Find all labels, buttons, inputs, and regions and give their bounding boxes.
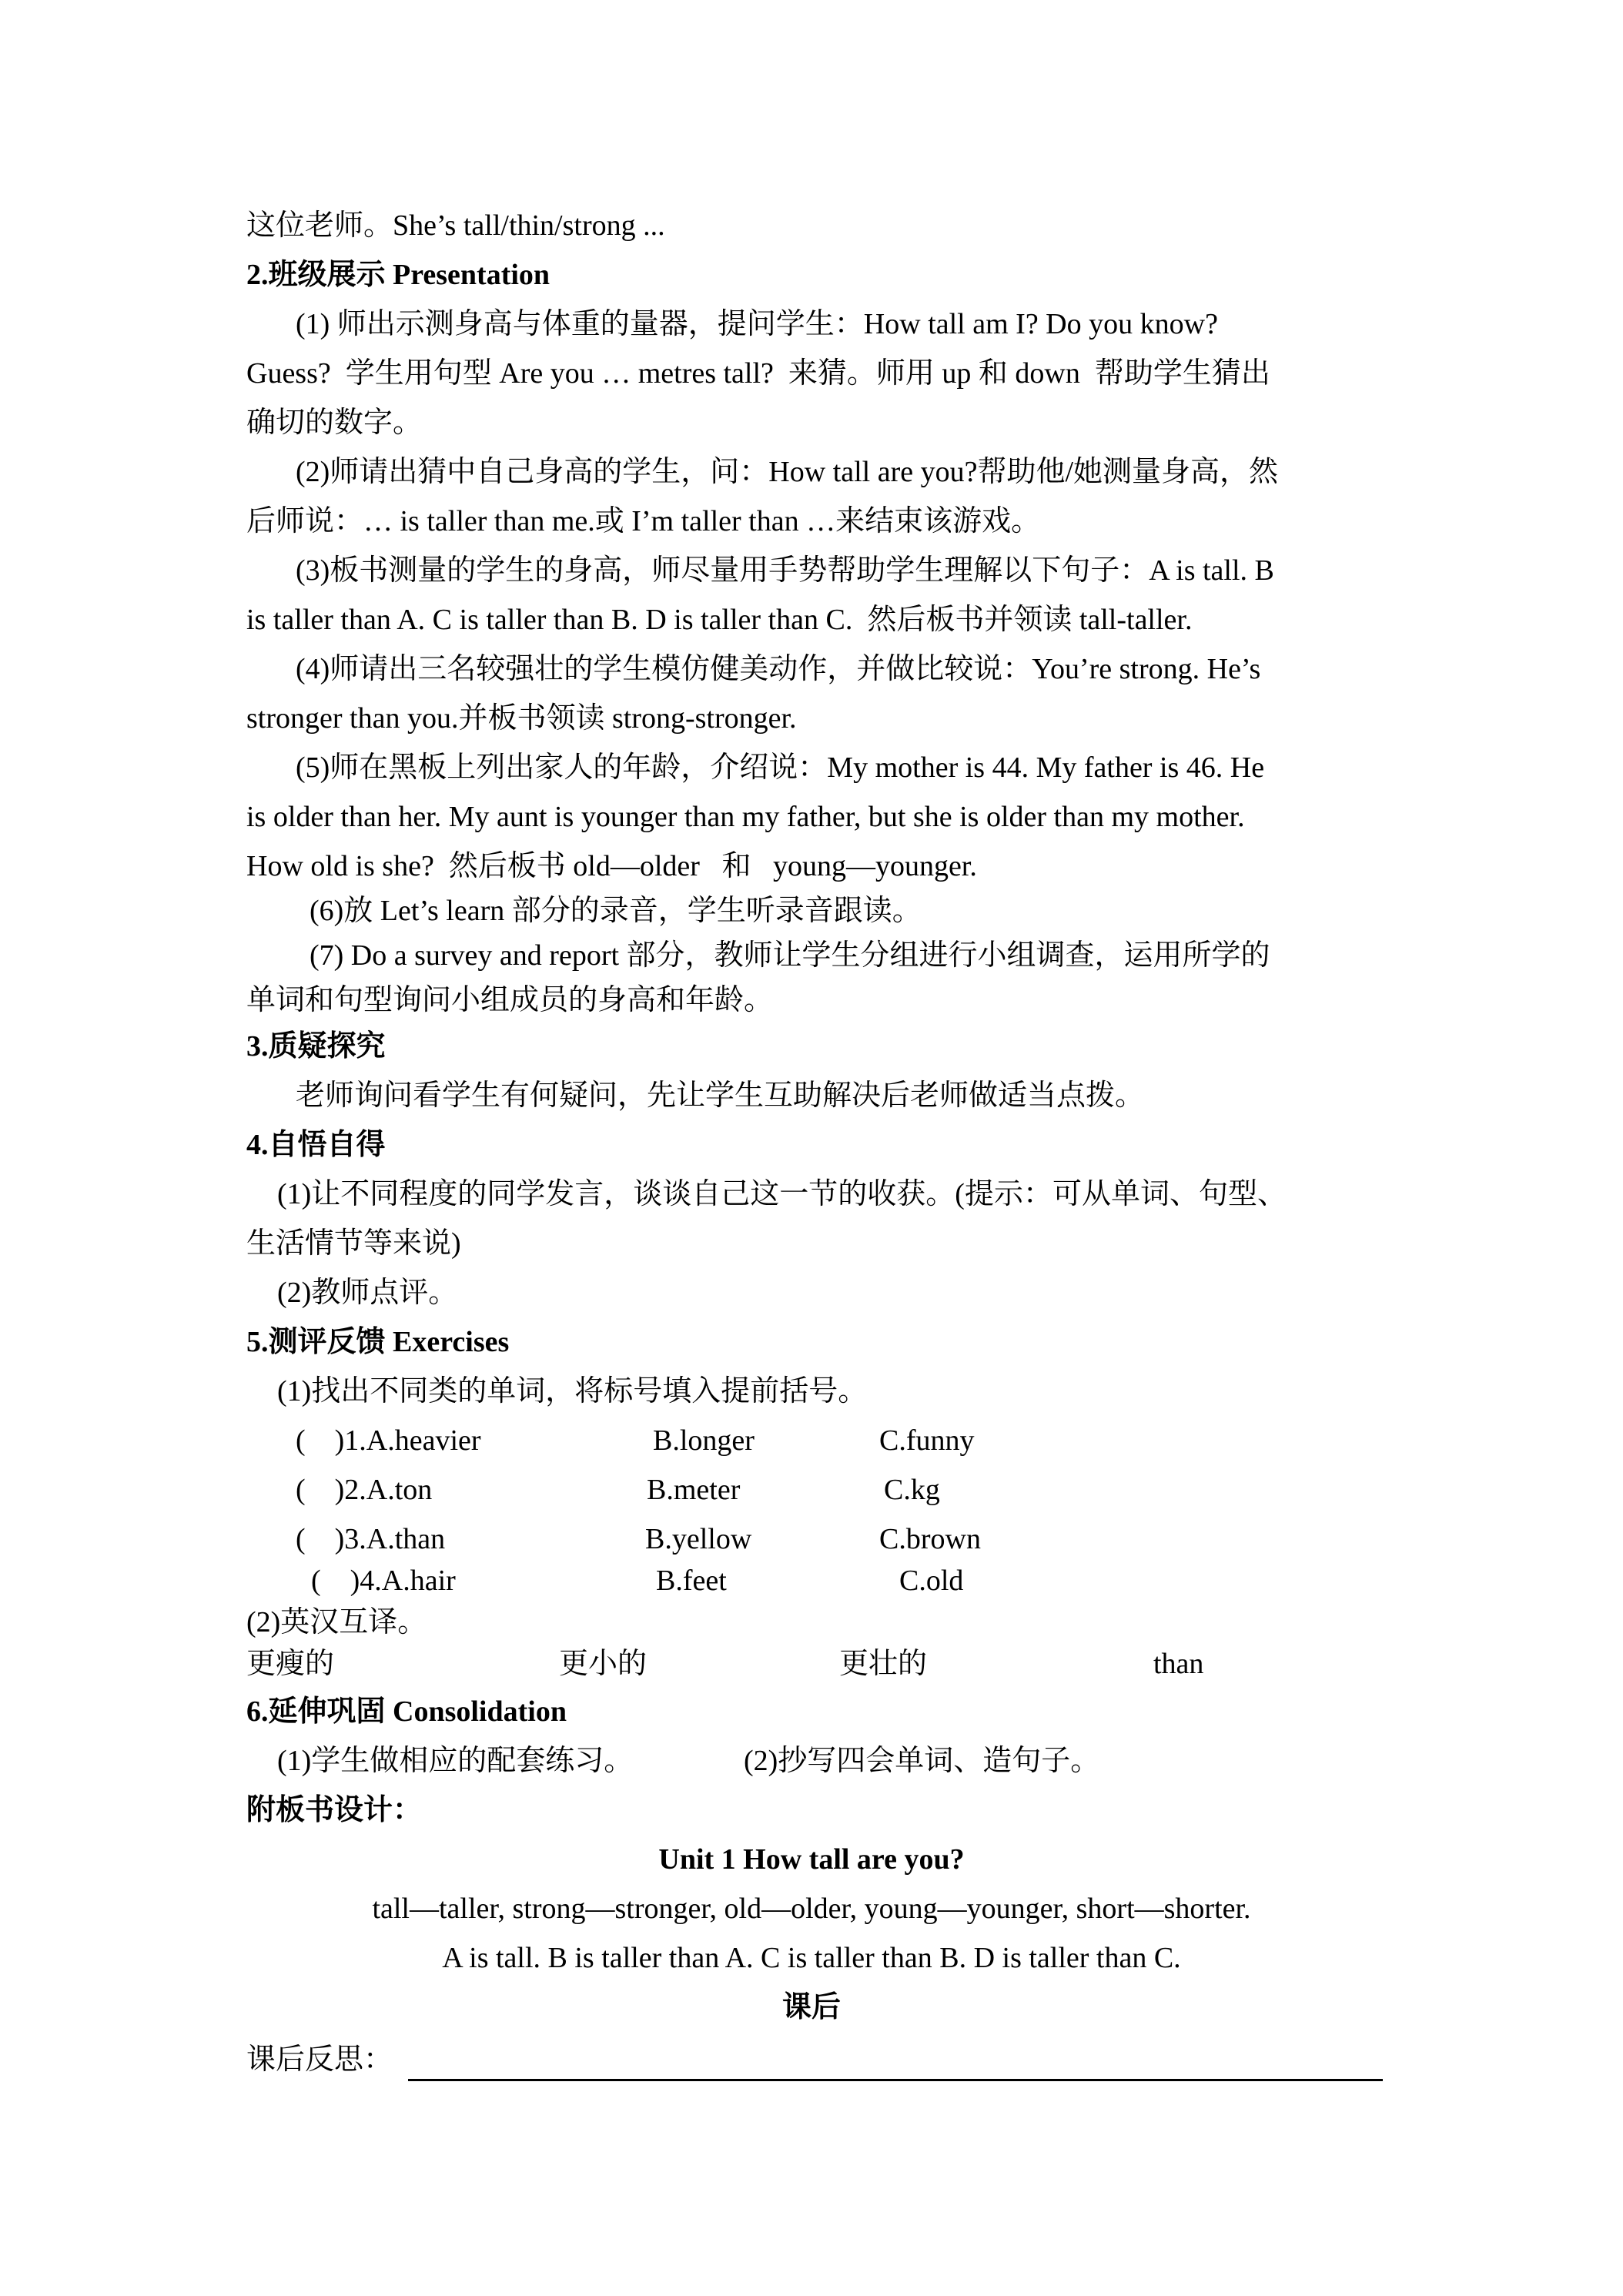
presentation-step-3-cont: is taller than A. C is taller than B. D is taller than C. 然后板书并领读 tall-taller. <box>246 604 1193 636</box>
reflection-underline <box>408 2079 1383 2081</box>
reflection-label: 课后反思： <box>246 2043 393 2076</box>
exercise-row-number: ( )1.A.heavier <box>296 1424 481 1457</box>
presentation-step-5: (5)师在黑板上列出家人的年龄，介绍说：My mother is 44. My father is 46. He <box>296 751 1265 784</box>
presentation-step-2: (2)师请出猜中自己身高的学生，问：How tall are you?帮助他/她测量身高，然 <box>296 456 1279 488</box>
exercise-option-c: C.old <box>899 1565 964 1597</box>
section-4-item-2: (2)教师点评。 <box>277 1277 458 1309</box>
section-4-heading: 4.自悟自得 <box>246 1129 386 1161</box>
board-title: Unit 1 How tall are you? <box>658 1843 965 1876</box>
intro-line: 这位老师。She’s tall/thin/strong ... <box>246 209 665 242</box>
exercise-option-b: B.yellow <box>645 1523 752 1555</box>
section-3-heading: 3.质疑探究 <box>246 1030 386 1063</box>
exercise-1-instruction: (1)找出不同类的单词，将标号填入提前括号。 <box>277 1375 868 1407</box>
section-5-heading: 5.测评反馈 Exercises <box>246 1326 510 1358</box>
exercise-row-number: ( )4.A.hair <box>311 1565 456 1597</box>
translation-word: than <box>1153 1648 1204 1680</box>
presentation-step-7-cont: 单词和句型询问小组成员的身高和年龄。 <box>246 984 774 1016</box>
section-2-heading: 2.班级展示 Presentation <box>246 259 550 291</box>
exercise-option-b: B.feet <box>656 1565 727 1597</box>
presentation-step-3: (3)板书测量的学生的身高，师尽量用手势帮助学生理解以下句子：A is tall. B <box>296 554 1274 587</box>
translation-word: 更小的 <box>559 1648 648 1680</box>
exercise-option-c: C.kg <box>884 1474 940 1506</box>
section-3-text: 老师询问看学生有何疑问，先让学生互助解决后老师做适当点拨。 <box>296 1079 1145 1112</box>
presentation-step-2-cont: 后师说：… is taller than me.或 I’m taller than …来结束该游戏。 <box>246 505 1041 537</box>
exercise-option-c: C.brown <box>879 1523 981 1555</box>
after-class-heading: 课后 <box>781 1991 841 2023</box>
presentation-step-5-cont: is older than her. My aunt is younger than my father, but she is older than my mother. <box>246 801 1245 833</box>
section-4-item-1: (1)让不同程度的同学发言，谈谈自己这一节的收获。(提示：可从单词、句型、 <box>277 1178 1287 1210</box>
presentation-step-5-cont: How old is she? 然后板书 old—older 和 young—younger. <box>246 850 977 882</box>
exercise-row-number: ( )3.A.than <box>296 1523 446 1555</box>
translation-word: 更瘦的 <box>246 1648 335 1680</box>
exercise-option-b: B.longer <box>653 1424 755 1457</box>
presentation-step-1: (1) 师出示测身高与体重的量器，提问学生：How tall am I? Do you know? <box>296 308 1218 340</box>
board-design-heading: 附板书设计： <box>246 1794 423 1826</box>
presentation-step-1-cont: 确切的数字。 <box>246 407 423 439</box>
exercise-option-c: C.funny <box>879 1424 975 1457</box>
section-6-heading: 6.延伸巩固 Consolidation <box>246 1695 567 1728</box>
translation-word: 更壮的 <box>839 1648 928 1680</box>
consolidation-item-2: (2)抄写四会单词、造句子。 <box>744 1745 1100 1777</box>
exercise-row-number: ( )2.A.ton <box>296 1474 433 1506</box>
presentation-step-4: (4)师请出三名较强壮的学生模仿健美动作，并做比较说：You’re strong. He’s <box>296 653 1261 685</box>
presentation-step-1-cont: Guess? 学生用句型 Are you … metres tall? 来猜。师用 up 和 down 帮助学生猜出 <box>246 357 1270 390</box>
presentation-step-6: (6)放 Let’s learn 部分的录音，学生听录音跟读。 <box>310 895 922 927</box>
exercise-option-b: B.meter <box>647 1474 741 1506</box>
board-words: tall—taller, strong—stronger, old—older, young—younger, short—shorter. <box>372 1893 1251 1925</box>
exercise-2-instruction: (2)英汉互译。 <box>246 1606 427 1638</box>
board-sentence: A is tall. B is taller than A. C is taller than B. D is taller than C. <box>442 1942 1181 1974</box>
consolidation-item-1: (1)学生做相应的配套练习。 <box>277 1745 634 1777</box>
presentation-step-7: (7) Do a survey and report 部分，教师让学生分组进行小组调查，运用所学的 <box>310 939 1270 972</box>
section-4-item-1-cont: 生活情节等来说) <box>246 1227 461 1260</box>
presentation-step-4-cont: stronger than you.并板书领读 strong-stronger. <box>246 702 797 735</box>
